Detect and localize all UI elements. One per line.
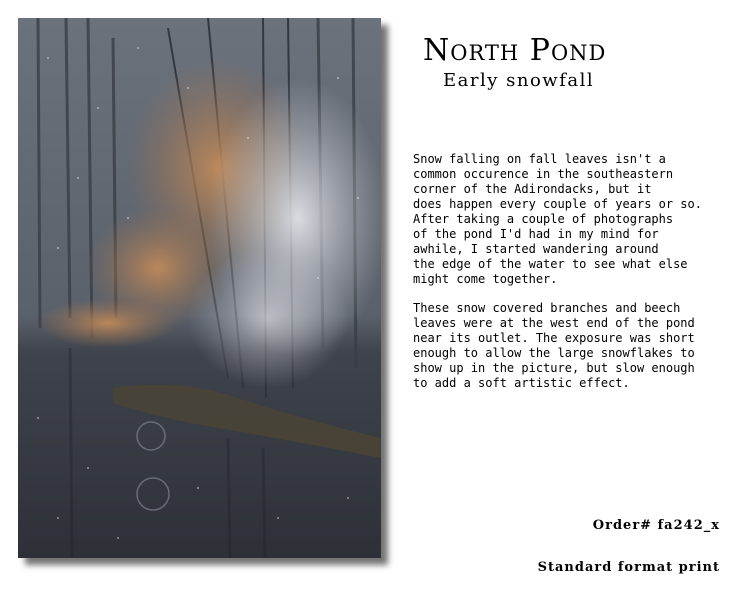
- description: [413, 152, 743, 405]
- description-line: These snow covered branches and beech: [413, 301, 681, 315]
- photo-illustration: [18, 18, 381, 558]
- description-line: Snow falling on fall leaves isn't a: [413, 152, 666, 166]
- description-line: common occurence in the southeastern: [413, 167, 674, 181]
- description-line: leaves were at the west end of the pond: [413, 316, 695, 330]
- description-line: of the pond I'd had in my mind for: [413, 227, 659, 241]
- page-title: North Pond: [423, 33, 607, 68]
- description-line: corner of the Adirondacks, but it: [413, 182, 652, 196]
- page-subtitle: Early snowfall: [443, 70, 595, 91]
- description-line: near its outlet. The exposure was short: [413, 331, 695, 345]
- description-line: to add a soft artistic effect.: [413, 376, 630, 390]
- description-paragraph-1: [413, 152, 743, 287]
- description-line: might come together.: [413, 272, 558, 286]
- description-paragraph-2: [413, 301, 743, 391]
- print-format: Standard format print: [537, 560, 720, 575]
- north-pond-photo: [18, 18, 381, 558]
- order-number: Order# fa242_x: [592, 518, 720, 533]
- description-line: awhile, I started wandering around: [413, 242, 659, 256]
- description-line: show up in the picture, but slow enough: [413, 361, 695, 375]
- description-line: After taking a couple of photographs: [413, 212, 674, 226]
- description-line: does happen every couple of years or so.: [413, 197, 702, 211]
- description-line: the edge of the water to see what else: [413, 257, 688, 271]
- description-line: enough to allow the large snowflakes to: [413, 346, 695, 360]
